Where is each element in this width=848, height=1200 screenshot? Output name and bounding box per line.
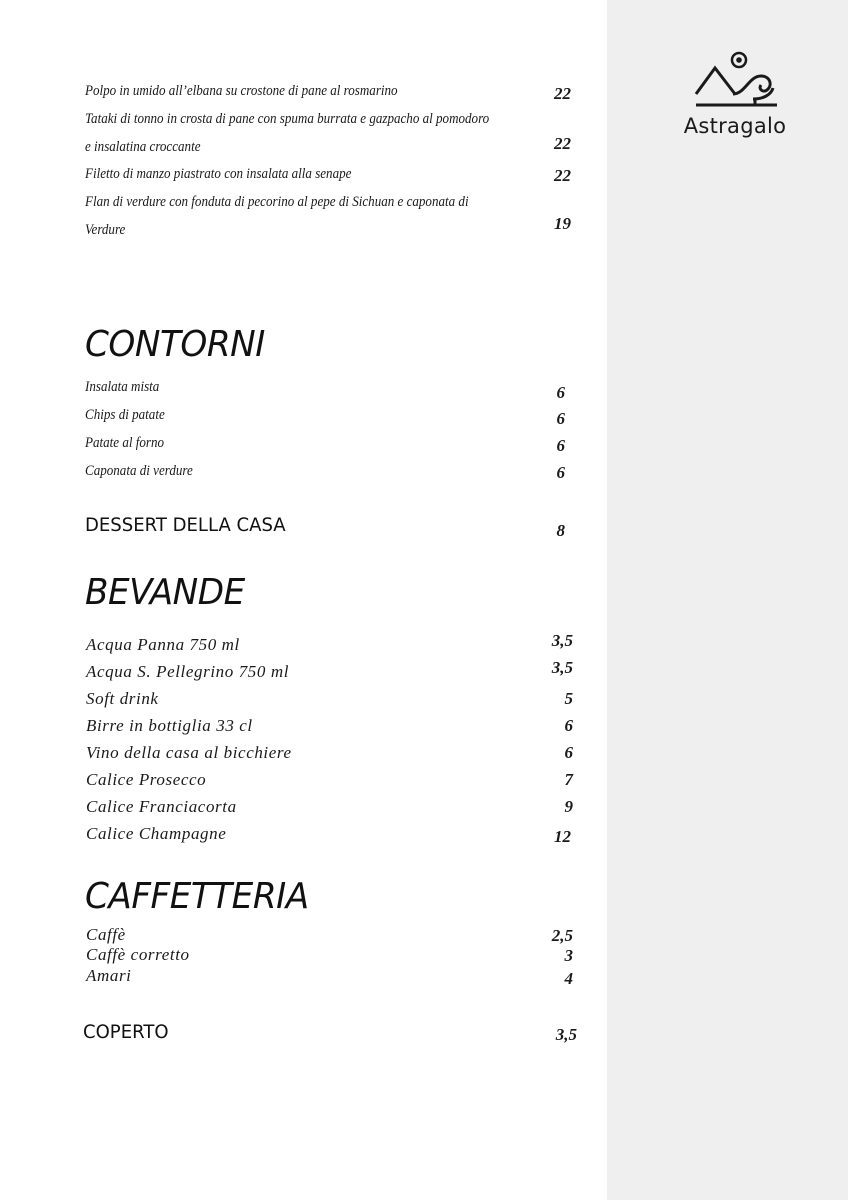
menu-item-name-continued: Verdure (85, 222, 126, 238)
menu-item-price: 3,5 (551, 658, 573, 677)
menu-item-price: 2,5 (551, 926, 573, 945)
menu-item-price: 4 (564, 969, 573, 988)
menu-item-name: Caffè corretto (86, 945, 190, 964)
menu-item-name: Insalata mista (85, 379, 160, 395)
menu-item-name: Tataki di tonno in crosta di pane con spuma burrata e gazpacho al pomodoro (85, 111, 490, 127)
menu-item-price: 22 (554, 84, 571, 103)
menu-item-name: Amari (86, 966, 132, 985)
menu-item-name: Caffè (86, 925, 126, 944)
menu-item-name: Patate al forno (85, 435, 165, 451)
menu-item-name: Calice Prosecco (86, 770, 207, 789)
menu-item-name: Flan di verdure con fonduta di pecorino al pepe di Sichuan e caponata di (85, 194, 469, 210)
coperto-price: 3,5 (555, 1025, 577, 1044)
menu-item-name: Calice Champagne (86, 824, 227, 843)
menu-item-price: 6 (556, 463, 565, 482)
menu-item-name: Filetto di manzo piastrato con insalata alla senape (85, 166, 352, 182)
menu-item-name: Calice Franciacorta (86, 797, 237, 816)
menu-item-price: 6 (564, 716, 573, 735)
menu-item-name: Vino della casa al bicchiere (86, 743, 292, 762)
brand-logo (659, 48, 811, 142)
menu-item-name: Caponata di verdure (85, 463, 193, 479)
section-title-bevande: BEVANDE (85, 572, 245, 613)
dessert-price: 8 (556, 521, 565, 540)
sidebar-panel (607, 0, 848, 1200)
section-title-contorni: CONTORNI (85, 324, 265, 365)
menu-item-price: 5 (564, 689, 573, 708)
menu-item-price: 19 (554, 214, 571, 233)
menu-item-price: 7 (564, 770, 573, 789)
menu-item-price: 6 (556, 409, 565, 428)
menu-item-name-continued: e insalatina croccante (85, 139, 201, 155)
menu-item-name: Chips di patate (85, 407, 165, 423)
menu-item-price: 9 (564, 797, 573, 816)
section-title-caffetteria: CAFFETTERIA (85, 876, 309, 917)
menu-item-price: 22 (554, 166, 571, 185)
section-title-dessert: DESSERT DELLA CASA (85, 514, 286, 536)
mountain-spiral-icon (693, 48, 783, 110)
menu-item-price: 6 (564, 743, 573, 762)
menu-item-price: 22 (554, 134, 571, 153)
menu-item-price: 3 (564, 946, 573, 965)
menu-item-price: 6 (556, 383, 565, 402)
brand-name: Astragalo (683, 114, 787, 138)
menu-item-name: Acqua Panna 750 ml (86, 635, 240, 654)
section-title-coperto: COPERTO (83, 1021, 169, 1043)
menu-item-name: Soft drink (86, 689, 159, 708)
menu-item-price: 3,5 (551, 631, 573, 650)
menu-item-price: 6 (556, 436, 565, 455)
menu-item-name: Polpo in umido all’elbana su crostone di pane al rosmarino (85, 83, 398, 99)
menu-item-name: Acqua S. Pellegrino 750 ml (86, 662, 290, 681)
menu-item-price: 12 (554, 827, 571, 846)
menu-item-name: Birre in bottiglia 33 cl (86, 716, 253, 735)
